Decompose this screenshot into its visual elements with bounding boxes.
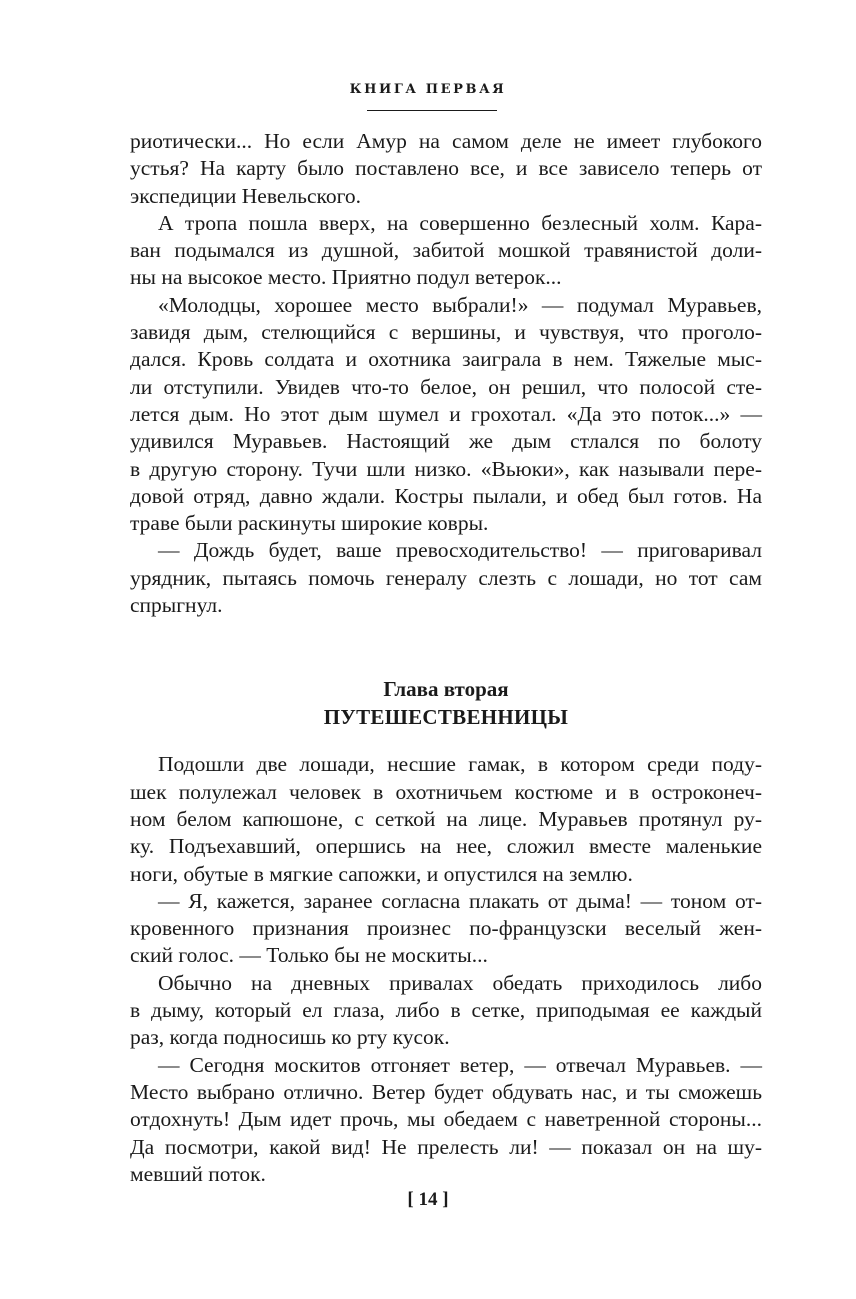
text-line: дался. Кровь солдата и охотника заиграла в нем. Тяжелые мыс- [130, 347, 762, 372]
text-line: устья? На карту было поставлено все, и все зависело теперь от [130, 156, 762, 181]
text-line: шек полулежал человек в охотничьем костюме и в остроконеч- [130, 779, 762, 804]
text-line: — Сегодня москитов отгоняет ветер, — отвечал Муравьев. — [158, 1052, 762, 1077]
paragraph [130, 210, 762, 292]
paragraph [130, 751, 762, 887]
paragraph [130, 128, 762, 210]
paragraph [130, 1052, 762, 1188]
text-line: Место выбрано отлично. Ветер будет обдувать нас, и ты сможешь [130, 1079, 762, 1104]
text-line: завидя дым, стелющийся с вершины, и чувствуя, что проголо- [130, 320, 762, 345]
text-line: Да посмотри, какой вид! Не прелесть ли! — показал он на шу- [130, 1134, 762, 1159]
chapter-label: Глава вторая [383, 677, 509, 702]
text-line: А тропа пошла вверх, на совершенно безлесный холм. Кара- [158, 210, 762, 235]
paragraph [130, 970, 762, 1052]
text-line: ку. Подъехавший, опершись на нее, сложил вместе маленькие [130, 834, 762, 859]
text-line: траве были раскинуты широкие ковры. [130, 511, 489, 536]
text-line: урядник, пытаясь помочь генералу слезть с лошади, но тот сам [130, 565, 762, 590]
text-before-chapter [130, 128, 762, 619]
text-line: отдохнуть! Дым идет прочь, мы обедаем с наветренной стороны... [130, 1107, 762, 1132]
text-line: риотически... Но если Амур на самом деле не имеет глубокого [130, 129, 762, 153]
text-line: раз, когда подносишь ко рту кусок. [130, 1025, 450, 1050]
text-line: мевший поток. [130, 1161, 266, 1186]
text-after-chapter [130, 751, 762, 1188]
text-line: Обычно на дневных привалах обедать приходилось либо [158, 970, 762, 995]
text-line: Подошли две лошади, несшие гамак, в котором среди поду- [158, 752, 762, 777]
text-line: ван подымался из душной, забитой мошкой травянистой доли- [130, 238, 762, 263]
paragraph [130, 292, 762, 538]
text-line: кровенного признания произнес по-французски веселый жен- [130, 916, 762, 941]
paragraph [130, 888, 762, 970]
text-line: в другую сторону. Тучи шли низко. «Вьюки», как называли пере- [130, 456, 762, 481]
text-line: довой отряд, давно ждали. Костры пылали, и обед был готов. На [130, 483, 762, 508]
text-line: экспедиции Невельского. [130, 183, 362, 208]
text-line: в дыму, который ел глаза, либо в сетке, приподымая ее каждый [130, 998, 762, 1023]
page-number: [ 14 ] [407, 1189, 449, 1210]
text-line: лется дым. Но этот дым шумел и грохотал. «Да это поток...» — [130, 401, 762, 426]
text-line: спрыгнул. [130, 593, 223, 618]
text-line: ский голос. — Только бы не москиты... [130, 943, 488, 968]
chapter-title: ПУТЕШЕСТВЕННИЦЫ [323, 705, 569, 730]
text-line: ном белом капюшоне, с сеткой на лице. Муравьев протянул ру- [130, 806, 762, 831]
text-line: ли отступили. Увидев что-то белое, он решил, что полосой сте- [130, 374, 762, 399]
text-line: — Я, кажется, заранее согласна плакать от дыма! — тоном от- [158, 888, 762, 913]
paragraph [130, 537, 762, 619]
text-line: удивился Муравьев. Настоящий же дым стлался по болоту [130, 429, 762, 454]
running-head: КНИГА ПЕРВАЯ [349, 82, 507, 97]
text-line: — Дождь будет, ваше превосходительство! — приговаривал [158, 538, 762, 563]
text-line: ны на высокое место. Приятно подул ветерок... [130, 265, 562, 290]
text-line: «Молодцы, хорошее место выбрали!» — подумал Муравьев, [158, 292, 762, 317]
text-line: ноги, обутые в мягкие сапожки, и опустился на землю. [130, 861, 633, 886]
chapter-spacer [130, 619, 762, 675]
header-rule [367, 110, 497, 111]
page-body [130, 128, 762, 1188]
